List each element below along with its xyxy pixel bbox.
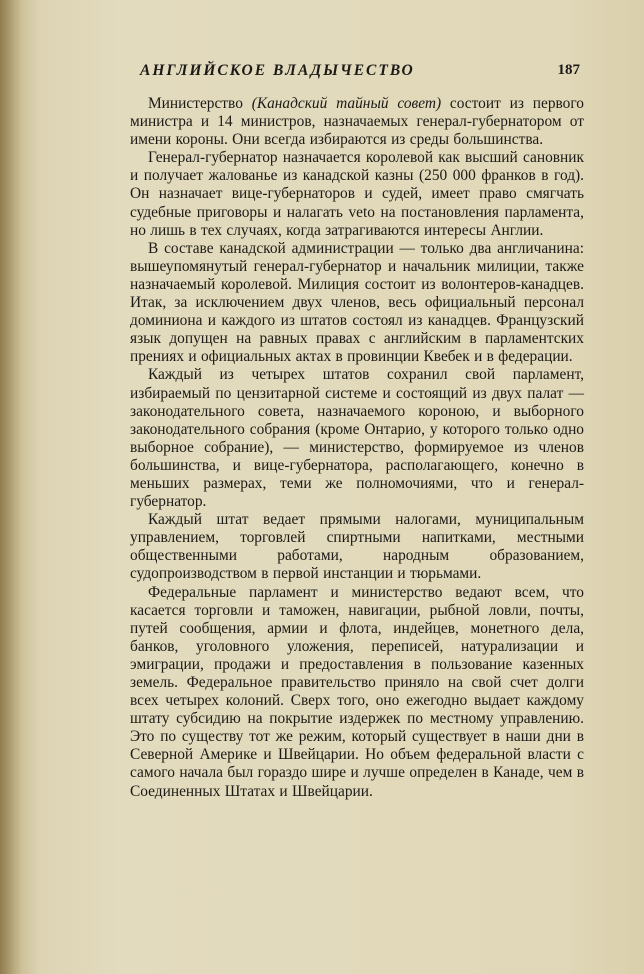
- body-text: [130, 95, 584, 801]
- paragraph: Генерал-губернатор назначается королевой как высший сановник и получает жалованье из канадской казны (250 000 франков в год). Он назначает вице-губернаторов и судей, имеет право смягчать судебные приговоры и налагать veto на постановления парламента, но лишь в тех случаях, когда затрагиваются интересы Англии.: [130, 149, 584, 239]
- page-header: [140, 62, 580, 86]
- paragraph: Каждый штат ведает прямыми налогами, муниципальным управлением, торговлей спиртными напитками, местными общественными работами, народным образованием, судопроизводством в первой инстанции и тюрьмами.: [130, 511, 584, 583]
- paragraph-text: Министерство: [148, 95, 252, 112]
- page-number: 187: [557, 62, 580, 78]
- italic-phrase: (Канадский тайный совет): [251, 95, 442, 112]
- running-head: АНГЛИЙСКОЕ ВЛАДЫЧЕСТВО: [140, 62, 415, 79]
- paragraph: [130, 95, 584, 149]
- paragraph-text: состоит из первого министра и 14 министров, назначаемых генерал-губернатором от имени короны. Они всегда избираются из среды большинства.: [130, 95, 585, 149]
- paragraph: Каждый из четырех штатов сохранил свой парламент, избираемый по цензитарной системе и состоящий из двух палат — законодательного совета, назначаемого короною, и выборного законодательного собрания (кроме Онтарио, у которого только одно выборное собрание), — министерство, формируемое из членов большинства, и вице-губернатора, располагающего, конечно в меньших размерах, теми же полномочиями, что и генерал-губернатор.: [130, 366, 584, 511]
- paragraph: В составе канадской администрации — только два англичанина: вышеупомянутый генерал-губернатор и начальник милиции, также назначаемый королевой. Милиция состоит из волонтеров-канадцев. Итак, за исключением двух членов, весь официальный персонал доминиона и каждого из штатов состоял из канадцев. Французский язык допущен на равных правах с английским в парламентских прениях и официальных актах в провинции Квебек и в федерации.: [130, 239, 584, 366]
- paragraph: Федеральные парламент и министерство ведают всем, что касается торговли и таможен, навигации, рыбной ловли, почты, путей сообщения, армии и флота, индейцев, монетного дела, банков, уголовного уложения, переписей, натурализации и эмиграции, продажи и предоставления в пользование казенных земель. Федеральное правительство приняло на свой счет долги всех четырех колоний. Сверх того, оно ежегодно выдает каждому штату субсидию на покрытие издержек по местному управлению. Это по существу тот же режим, который существует в наши дни в Северной Америке и Швейцарии. Но объем федеральной власти с самого начала был гораздо шире и лучше определен в Канаде, чем в Соединенных Штатах и Швейцарии.: [130, 583, 584, 800]
- spine-shadow: [0, 0, 22, 974]
